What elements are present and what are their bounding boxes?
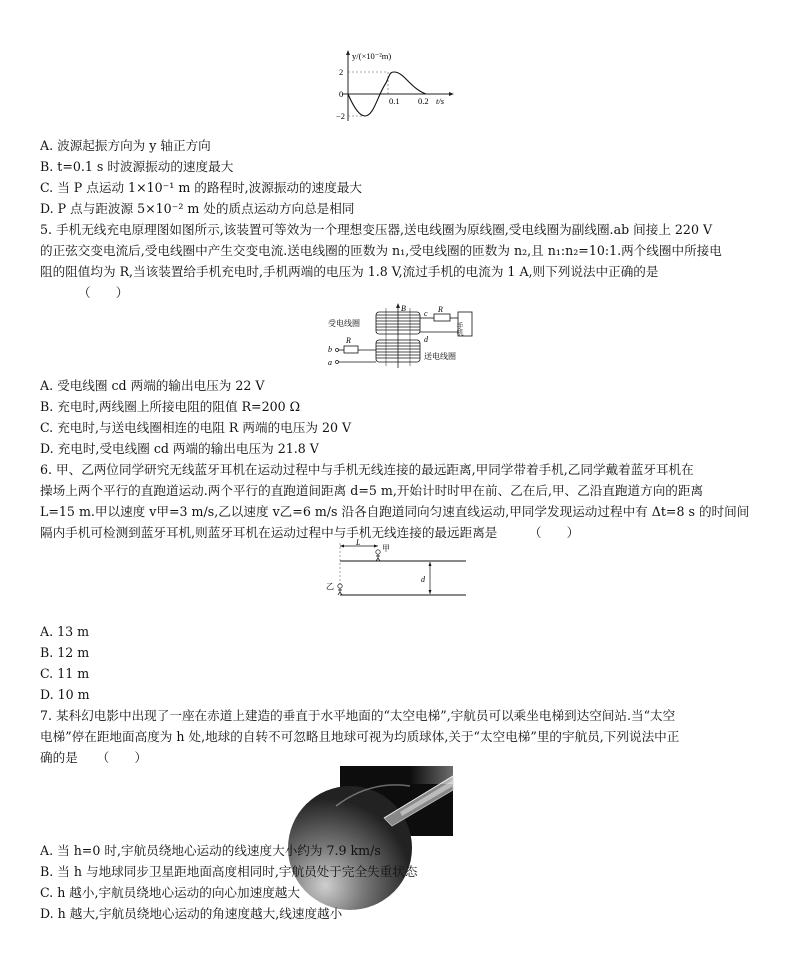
q5-stem-line-2: 的正弦交变电流后,受电线圈中产生交变电流.送电线圈的匝数为 n₁,受电线圈的匝数为 n₂,且 n₁:n₂=10:1.两个线圈中所接电	[40, 243, 722, 258]
label-c: c	[424, 309, 428, 318]
q6-option-c: C. 11 m	[40, 666, 90, 681]
label-send-coil: 送电线圈	[424, 352, 456, 361]
q4-option-b: B. t=0.1 s 时波源振动的速度最大	[40, 159, 234, 174]
tick-y-bot: −2	[336, 111, 346, 121]
q7-option-a: A. 当 h=0 时,宇航员绕地心运动的线速度大小约为 7.9 km/s	[40, 843, 381, 858]
q7-stem-line-1: 7. 某科幻电影中出现了一座在赤道上建造的垂直于水平地面的“太空电梯”,宇航员可以乘坐电梯到达空间站.当“太空	[40, 708, 676, 723]
q7-option-d: D. h 越大,宇航员绕地心运动的角速度越大,线速度越小	[40, 906, 343, 921]
label-d: d	[424, 335, 428, 344]
label-L: L	[356, 538, 361, 547]
label-d: d	[421, 575, 425, 584]
q6-stem-line-1: 6. 甲、乙两位同学研究无线蓝牙耳机在运动过程中与手机无线连接的最远距离,甲同学带着手机,乙同学戴着蓝牙耳机在	[40, 462, 694, 477]
q6-stem-line-3: L=15 m.甲以速度 v甲=3 m/s,乙以速度 v乙=6 m/s 沿各自跑道同向匀速直线运动,甲同学发现运动过程中有 Δt=8 s 的时间间	[40, 504, 750, 519]
q7-stem-line-2: 电梯”停在距地面高度为 h 处,地球的自转不可忽略且地球可视为均质球体,关于“太空电梯”里的宇航员,下列说法中正	[40, 729, 680, 744]
tracks-diagram	[322, 538, 470, 599]
q4-option-d: D. P 点与距波源 5×10⁻² m 处的质点运动方向总是相同	[40, 201, 355, 216]
q5-option-b: B. 充电时,两线圈上所接电阻的阻值 R=200 Ω	[40, 399, 301, 414]
tick-y-top: 2	[339, 67, 344, 77]
q7-stem-line-3: 确的是 （ ）	[40, 750, 148, 765]
wireless-charging-diagram	[326, 302, 482, 370]
q6-option-a: A. 13 m	[40, 624, 90, 639]
q7-option-b: B. 当 h 与地球同步卫星距地面高度相同时,宇航员处于完全失重状态	[40, 864, 418, 879]
q5-answer-bracket: （ ）	[78, 285, 129, 300]
label-b: b	[328, 345, 332, 354]
q5-stem-line-1: 5. 手机无线充电原理图如图所示,该装置可等效为一个理想变压器,送电线圈为原线圈,受电线圈为副线圈.ab 间接上 220 V	[40, 222, 713, 237]
q6-option-b: B. 12 m	[40, 645, 90, 660]
q7-option-c: C. h 越小,宇航员绕地心运动的向心加速度越大	[40, 885, 300, 900]
q4-option-a: A. 波源起振方向为 y 轴正方向	[40, 138, 211, 153]
vibration-graph	[338, 48, 458, 124]
q5-option-c: C. 充电时,与送电线圈相连的电阻 R 两端的电压为 20 V	[40, 420, 352, 435]
t-axis-label: t/s	[436, 96, 445, 106]
y-axis-label: y/(×10⁻²m)	[352, 51, 392, 61]
label-B: B	[401, 304, 406, 313]
label-phone: 手机	[456, 322, 464, 336]
label-receive-coil: 受电线圈	[328, 319, 360, 328]
label-R-top: R	[438, 305, 443, 314]
q6-stem-line-4: 隔内手机可检测到蓝牙耳机,则蓝牙耳机在运动过程中与手机无线连接的最远距离是 （ ）	[40, 525, 580, 540]
label-R-bottom: R	[346, 336, 351, 345]
tick-x-2: 0.2	[418, 96, 429, 106]
q6-stem-line-2: 操场上两个平行的直跑道运动.两个平行的直跑道间距离 d=5 m,开始计时时甲在前、乙在后,甲、乙沿直跑道方向的距离	[40, 483, 704, 498]
label-a: a	[328, 358, 332, 367]
space-elevator-image	[340, 766, 453, 836]
tick-x-1: 0.1	[389, 96, 400, 106]
q5-stem-line-3: 阻的阻值均为 R,当该装置给手机充电时,手机两端的电压为 1.8 V,流过手机的电流为 1 A,则下列说法中正确的是	[40, 264, 659, 279]
q6-option-d: D. 10 m	[40, 687, 90, 702]
label-jia: 甲	[382, 544, 390, 553]
label-yi: 乙	[326, 582, 334, 591]
q4-option-c: C. 当 P 点运动 1×10⁻¹ m 的路程时,波源振动的速度最大	[40, 180, 363, 195]
q5-option-d: D. 充电时,受电线圈 cd 两端的输出电压为 21.8 V	[40, 441, 319, 456]
q5-option-a: A. 受电线圈 cd 两端的输出电压为 22 V	[40, 378, 265, 393]
tick-y-mid: 0	[339, 89, 344, 99]
